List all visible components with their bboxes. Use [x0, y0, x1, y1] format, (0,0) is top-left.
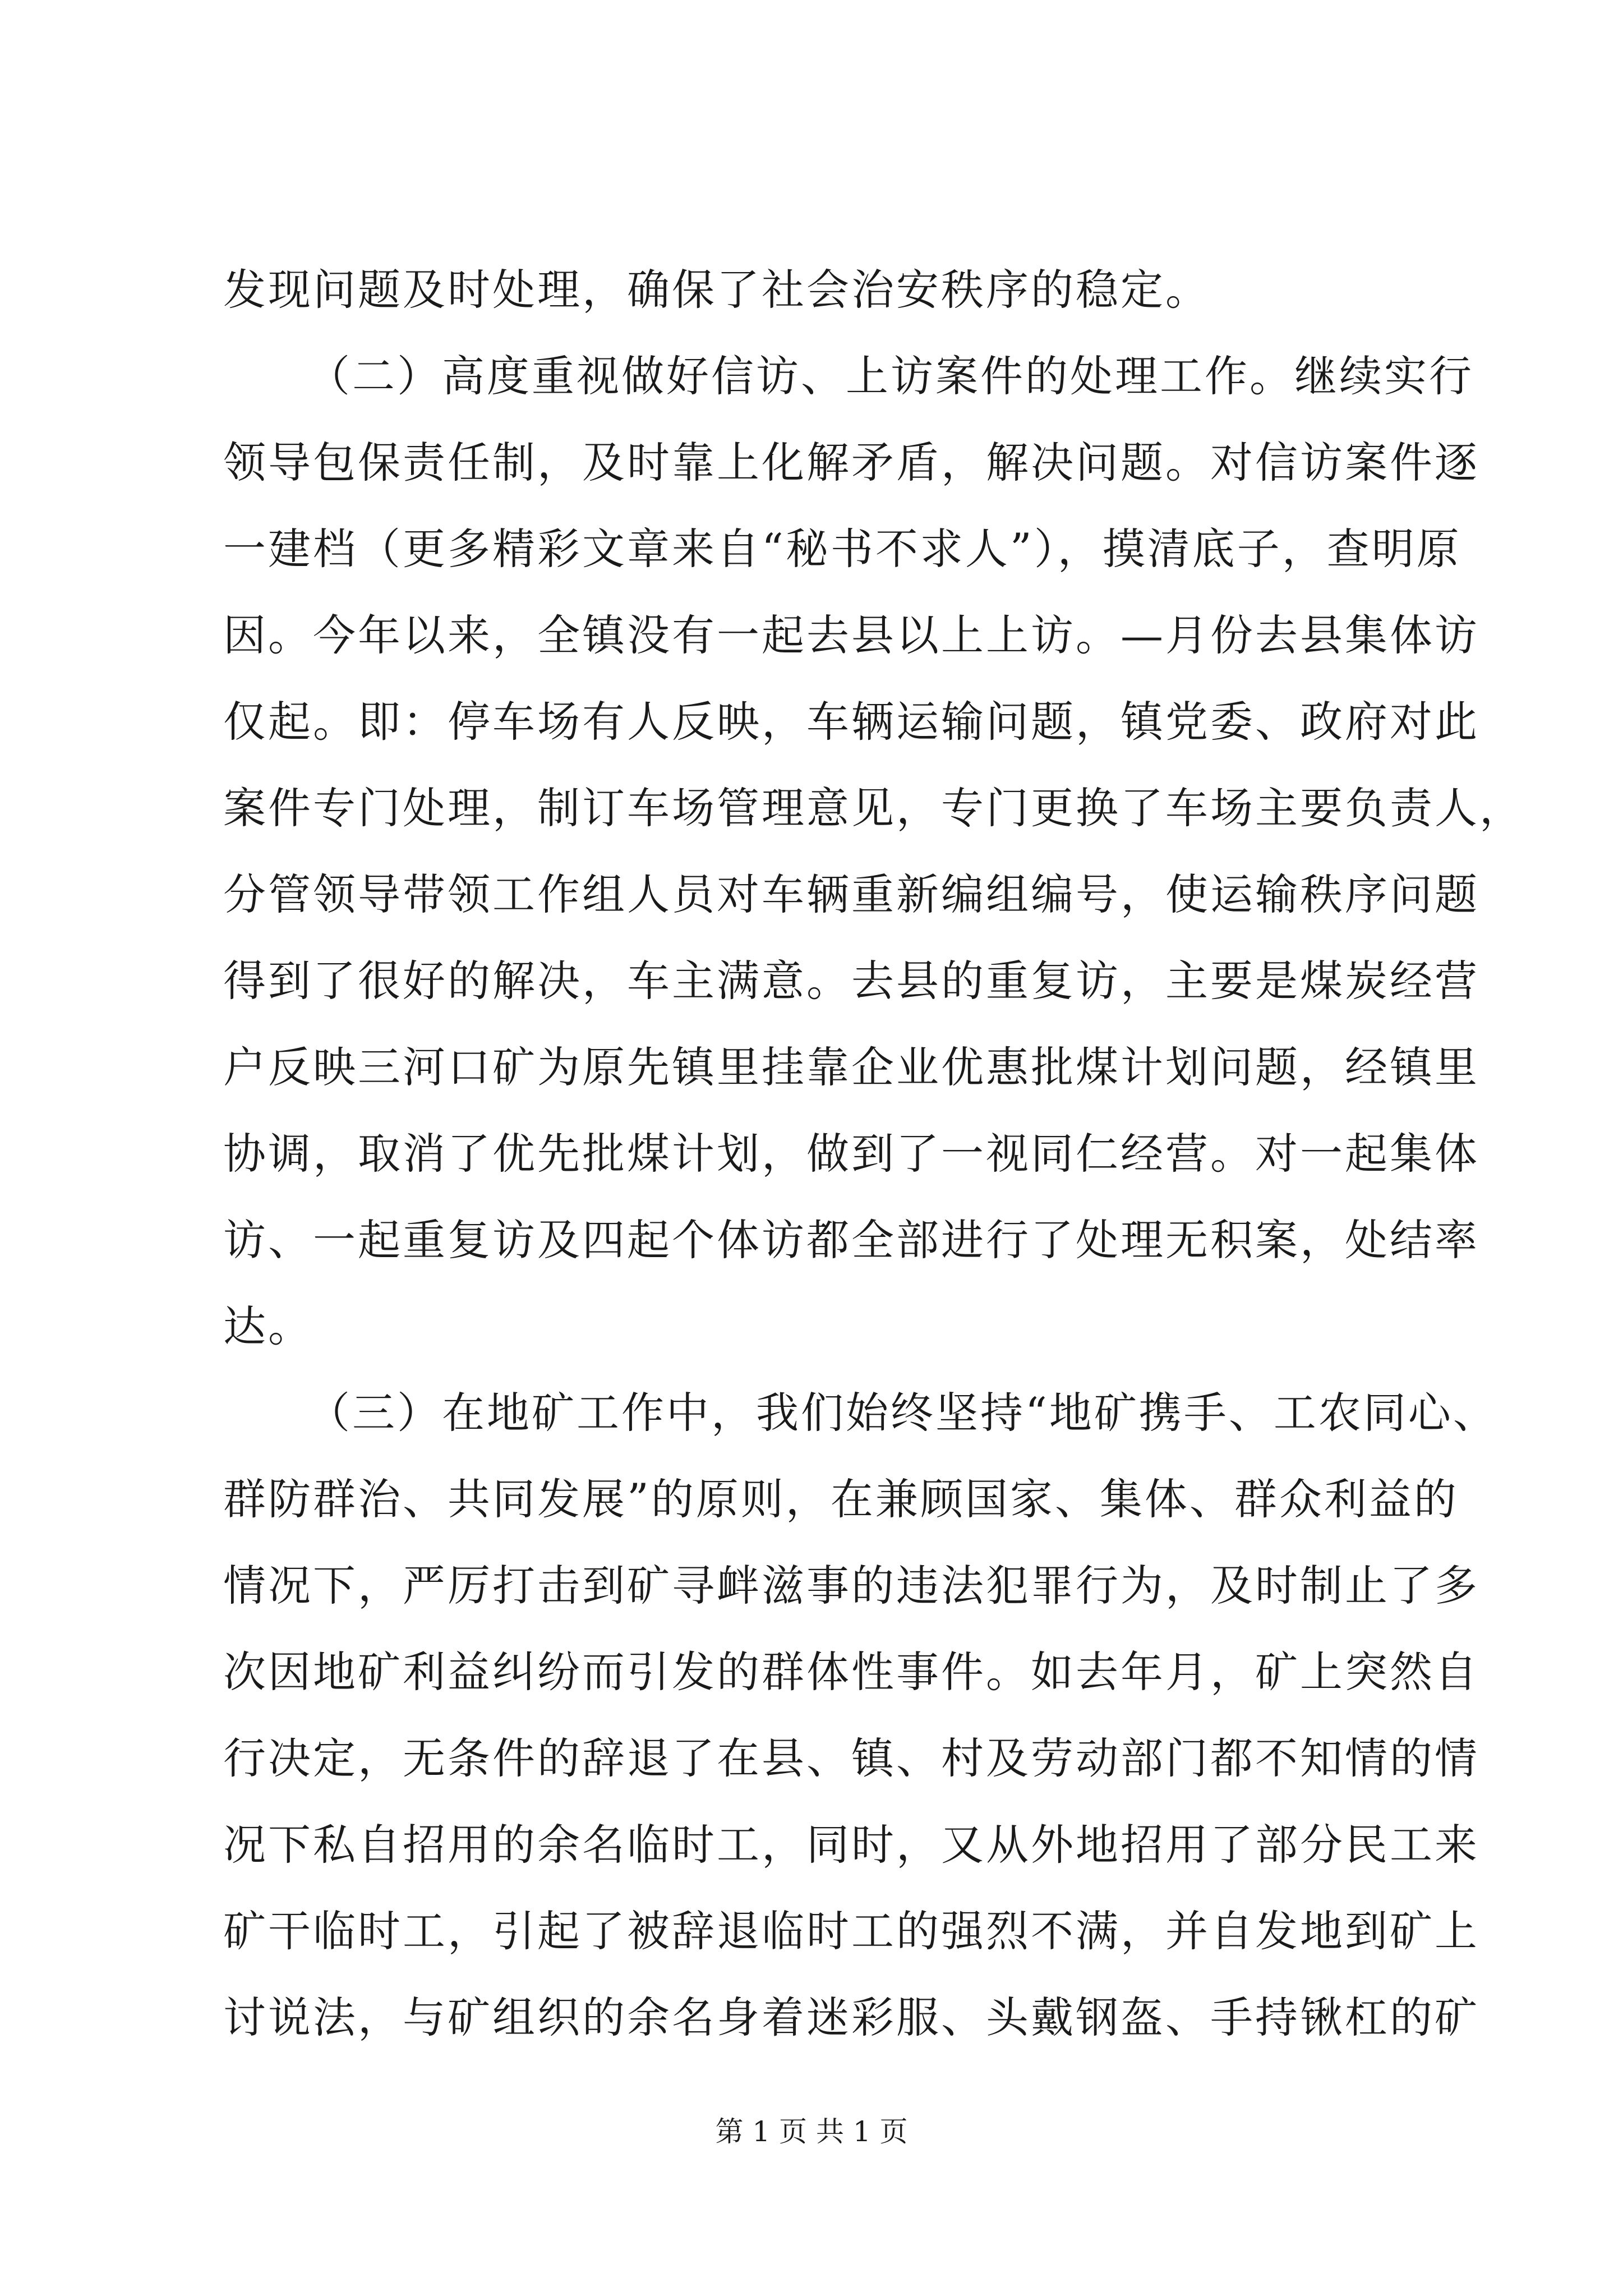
text-line: 行决定，无条件的辞退了在县、镇、村及劳动部门都不知情的情: [223, 1733, 1479, 1783]
document-body: [223, 247, 1524, 2061]
text-line: 次因地矿利益纠纷而引发的群体性事件。如去年月，矿上突然自: [223, 1647, 1479, 1697]
text-line: 讨说法，与矿组织的余名身着迷彩服、头戴钢盔、手持锹杠的矿: [223, 1993, 1479, 2042]
text-line: 分管领导带领工作组人员对车辆重新编组编号，使运输秩序问题: [223, 869, 1479, 919]
text-line: 一建档（更多精彩文章来自“秘书不求人”），摸清底子，查明原: [223, 524, 1461, 574]
text-line: 仅起。即：停车场有人反映，车辆运输问题，镇党委、政府对此: [223, 697, 1479, 747]
text-line: 群防群治、共同发展”的原则，在兼顾国家、集体、群众利益的: [223, 1474, 1459, 1524]
text-line: 情况下，严厉打击到矿寻衅滋事的违法犯罪行为，及时制止了多: [223, 1561, 1479, 1611]
text-line: 案件专门处理，制订车场管理意见，专门更换了车场主要负责人，: [223, 783, 1524, 833]
text-line: 况下私自招用的余名临时工，同时，又从外地招用了部分民工来: [223, 1820, 1479, 1870]
paragraph-2-start: （二）高度重视做好信访、上访案件的处理工作。继续实行: [307, 351, 1474, 401]
text-line: 得到了很好的解决，车主满意。去县的重复访，主要是煤炭经营: [223, 956, 1479, 1006]
text-line: 户反映三河口矿为原先镇里挂靠企业优惠批煤计划问题，经镇里: [223, 1042, 1479, 1092]
text-line: 访、一起重复访及四起个体访都全部进行了处理无积案，处结率: [223, 1215, 1479, 1265]
text-line: 矿干临时工，引起了被辞退临时工的强烈不满，并自发地到矿上: [223, 1906, 1479, 1956]
text-line: 领导包保责任制，及时靠上化解矛盾，解决问题。对信访案件逐: [223, 438, 1479, 487]
text-line: 因。今年以来，全镇没有一起去县以上上访。—月份去县集体访: [223, 610, 1479, 660]
page-footer: 第 1 页 共 1 页: [715, 2115, 908, 2148]
paragraph-3-start: （三）在地矿工作中，我们始终坚持“地矿携手、工农同心、: [307, 1388, 1498, 1438]
text-line: 协调，取消了优先批煤计划，做到了一视同仁经营。对一起集体: [223, 1129, 1479, 1179]
text-line: 发现问题及时处理，确保了社会治安秩序的稳定。: [223, 265, 1210, 315]
text-line: 达。: [223, 1301, 313, 1351]
